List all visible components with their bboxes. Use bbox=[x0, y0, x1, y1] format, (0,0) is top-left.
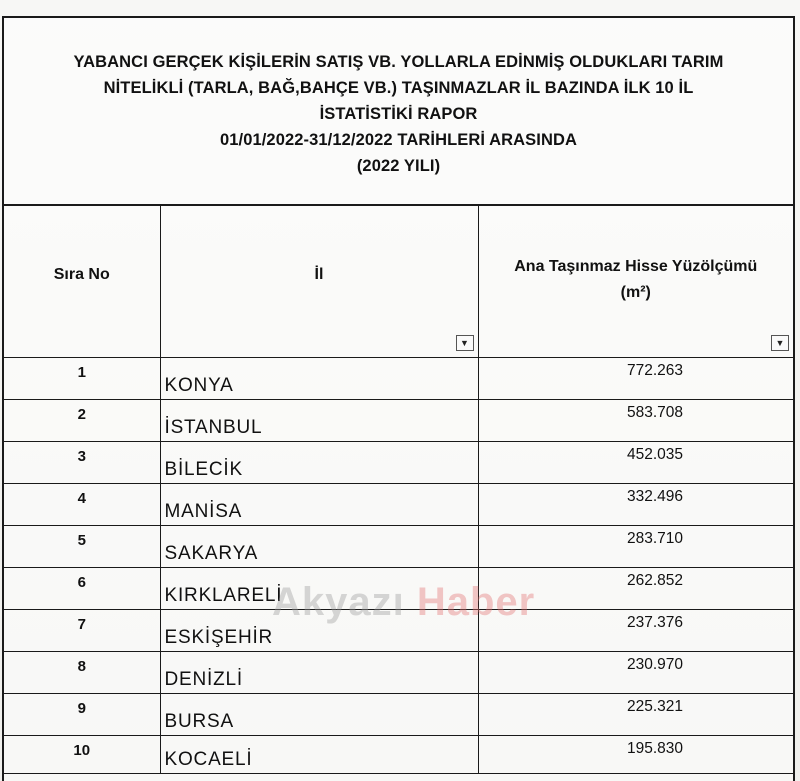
statistics-table bbox=[4, 206, 793, 774]
row-province: BİLECİK bbox=[160, 441, 478, 483]
header-line-5: (2022 YILI) bbox=[356, 157, 441, 175]
row-province: ESKİŞEHİR bbox=[160, 609, 478, 651]
table-row bbox=[4, 609, 793, 651]
row-area-value: 230.970 bbox=[478, 651, 793, 693]
row-number: 10 bbox=[4, 735, 160, 773]
column-header-hisse-unit: (m²) bbox=[620, 284, 651, 301]
row-number: 1 bbox=[4, 357, 160, 399]
watermark-part-2: Haber bbox=[404, 580, 536, 624]
row-area-value: 452.035 bbox=[478, 441, 793, 483]
table-body bbox=[4, 357, 793, 773]
row-province: MANİSA bbox=[160, 483, 478, 525]
row-area-value: 772.263 bbox=[478, 357, 793, 399]
row-area-value: 237.376 bbox=[478, 609, 793, 651]
row-area-value: 283.710 bbox=[478, 525, 793, 567]
row-number: 7 bbox=[4, 609, 160, 651]
column-header-hisse-label: Ana Taşınmaz Hisse Yüzölçümü bbox=[514, 258, 758, 275]
row-area-value: 225.321 bbox=[478, 693, 793, 735]
column-header-il-label: İl bbox=[314, 266, 324, 283]
table-row bbox=[4, 483, 793, 525]
row-number: 9 bbox=[4, 693, 160, 735]
row-number: 5 bbox=[4, 525, 160, 567]
table-row bbox=[4, 399, 793, 441]
row-number: 3 bbox=[4, 441, 160, 483]
row-province: SAKARYA bbox=[160, 525, 478, 567]
column-header-hisse bbox=[478, 206, 793, 357]
row-province: KOCAELİ bbox=[160, 735, 478, 773]
row-number: 4 bbox=[4, 483, 160, 525]
row-number: 6 bbox=[4, 567, 160, 609]
row-number: 8 bbox=[4, 651, 160, 693]
header-line-2: NİTELİKLİ (TARLA, BAĞ,BAHÇE VB.) TAŞINMAZLAR İL BAZINDA İLK 10 İL bbox=[103, 79, 694, 97]
row-province: KONYA bbox=[160, 357, 478, 399]
table-row bbox=[4, 441, 793, 483]
table-row bbox=[4, 357, 793, 399]
table-header-row bbox=[4, 206, 793, 357]
table-row bbox=[4, 693, 793, 735]
row-province: DENİZLİ bbox=[160, 651, 478, 693]
column-header-il bbox=[160, 206, 478, 357]
table-row bbox=[4, 525, 793, 567]
header-line-1: YABANCI GERÇEK KİŞİLERİN SATIŞ VB. YOLLARLA EDİNMİŞ OLDUKLARI TARIM bbox=[73, 53, 724, 71]
filter-dropdown-icon[interactable]: ▼ bbox=[456, 335, 474, 351]
header-line-3: İSTATİSTİKİ RAPOR bbox=[319, 105, 478, 123]
row-province: BURSA bbox=[160, 693, 478, 735]
table-row bbox=[4, 567, 793, 609]
row-area-value: 262.852 bbox=[478, 567, 793, 609]
row-province: İSTANBUL bbox=[160, 399, 478, 441]
table-row bbox=[4, 735, 793, 773]
row-area-value: 583.708 bbox=[478, 399, 793, 441]
watermark-part-1: Akyazı bbox=[272, 580, 405, 624]
row-province: KIRKLARELİ bbox=[160, 567, 478, 609]
report-table-frame bbox=[2, 16, 795, 781]
row-area-value: 195.830 bbox=[478, 735, 793, 773]
column-header-sira bbox=[4, 206, 160, 357]
row-area-value: 332.496 bbox=[478, 483, 793, 525]
table-row bbox=[4, 651, 793, 693]
row-number: 2 bbox=[4, 399, 160, 441]
column-header-sira-label: Sıra No bbox=[53, 266, 110, 283]
filter-dropdown-icon[interactable]: ▼ bbox=[771, 335, 789, 351]
report-header bbox=[4, 18, 793, 206]
header-line-4: 01/01/2022-31/12/2022 TARİHLERİ ARASINDA bbox=[219, 131, 578, 149]
